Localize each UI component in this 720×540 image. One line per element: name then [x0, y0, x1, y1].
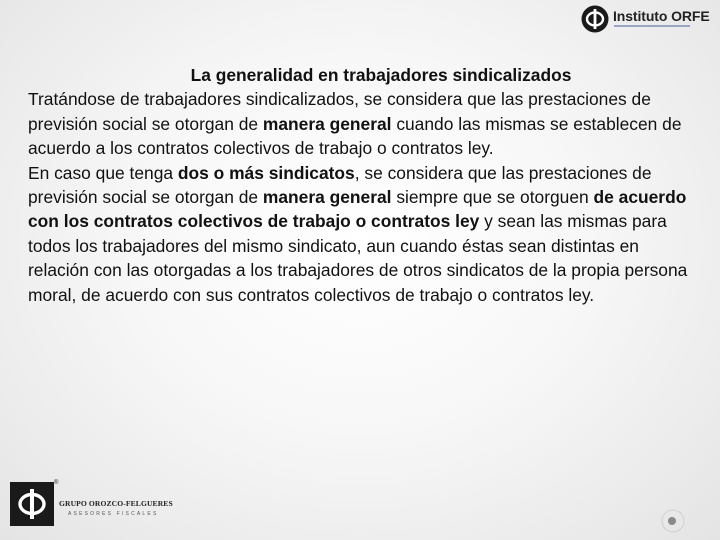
grupo-orozco-logo: [10, 482, 182, 528]
grupo-orozco-logo-icon: [10, 482, 54, 526]
instituto-orfe-logo: [580, 4, 716, 34]
paragraph-2-bold-1: dos o más sindicatos: [177, 162, 355, 183]
paragraph-1: [28, 87, 700, 160]
paragraph-2: [28, 161, 700, 307]
slide-content: [28, 63, 700, 307]
decorative-dot-icon: [660, 508, 686, 534]
logo-brand-text: Instituto ORFE: [613, 8, 710, 24]
slide-title: La generalidad en trabajadores sindicalizados: [190, 65, 572, 85]
paragraph-2-c: siempre que se otorguen: [391, 187, 594, 208]
logo-company-subtitle: ASESORES FISCALES: [68, 511, 159, 517]
orfe-logo-icon: [580, 4, 610, 34]
paragraph-2-bold-2: manera general: [262, 187, 392, 208]
paragraph-2-a: En caso que tenga: [28, 162, 178, 183]
paragraph-1-bold: manera general: [262, 113, 392, 134]
logo-company-name: GRUPO OROZCO-FELGUERES: [59, 499, 173, 508]
logo-tagline-line: [614, 25, 714, 28]
paragraph-2-b: , se considera que las prestaciones de previsión social se otorgan de: [28, 162, 652, 208]
paragraph-2-bold-3: de acuerdo con los contratos colectivos de trabajo o contratos ley: [28, 187, 687, 232]
paragraph-1-end: cuando las mismas se establecen de acuerdo a los contratos colectivos de trabajo o contratos ley.: [28, 113, 682, 159]
paragraph-2-d: y sean las mismas para todos los trabajadores del mismo sindicato, aun cuando éstas sean distintas en relación con las otorgadas a los trabajadores de otros sindicatos de la propia persona moral, de acuerdo con sus contratos colectivos de trabajo o contratos ley.: [28, 211, 688, 305]
registered-mark: ®: [54, 480, 59, 486]
paragraph-1-text: Tratándose de trabajadores sindicalizados, se considera que las prestaciones de previsión social se otorgan de: [28, 89, 651, 134]
